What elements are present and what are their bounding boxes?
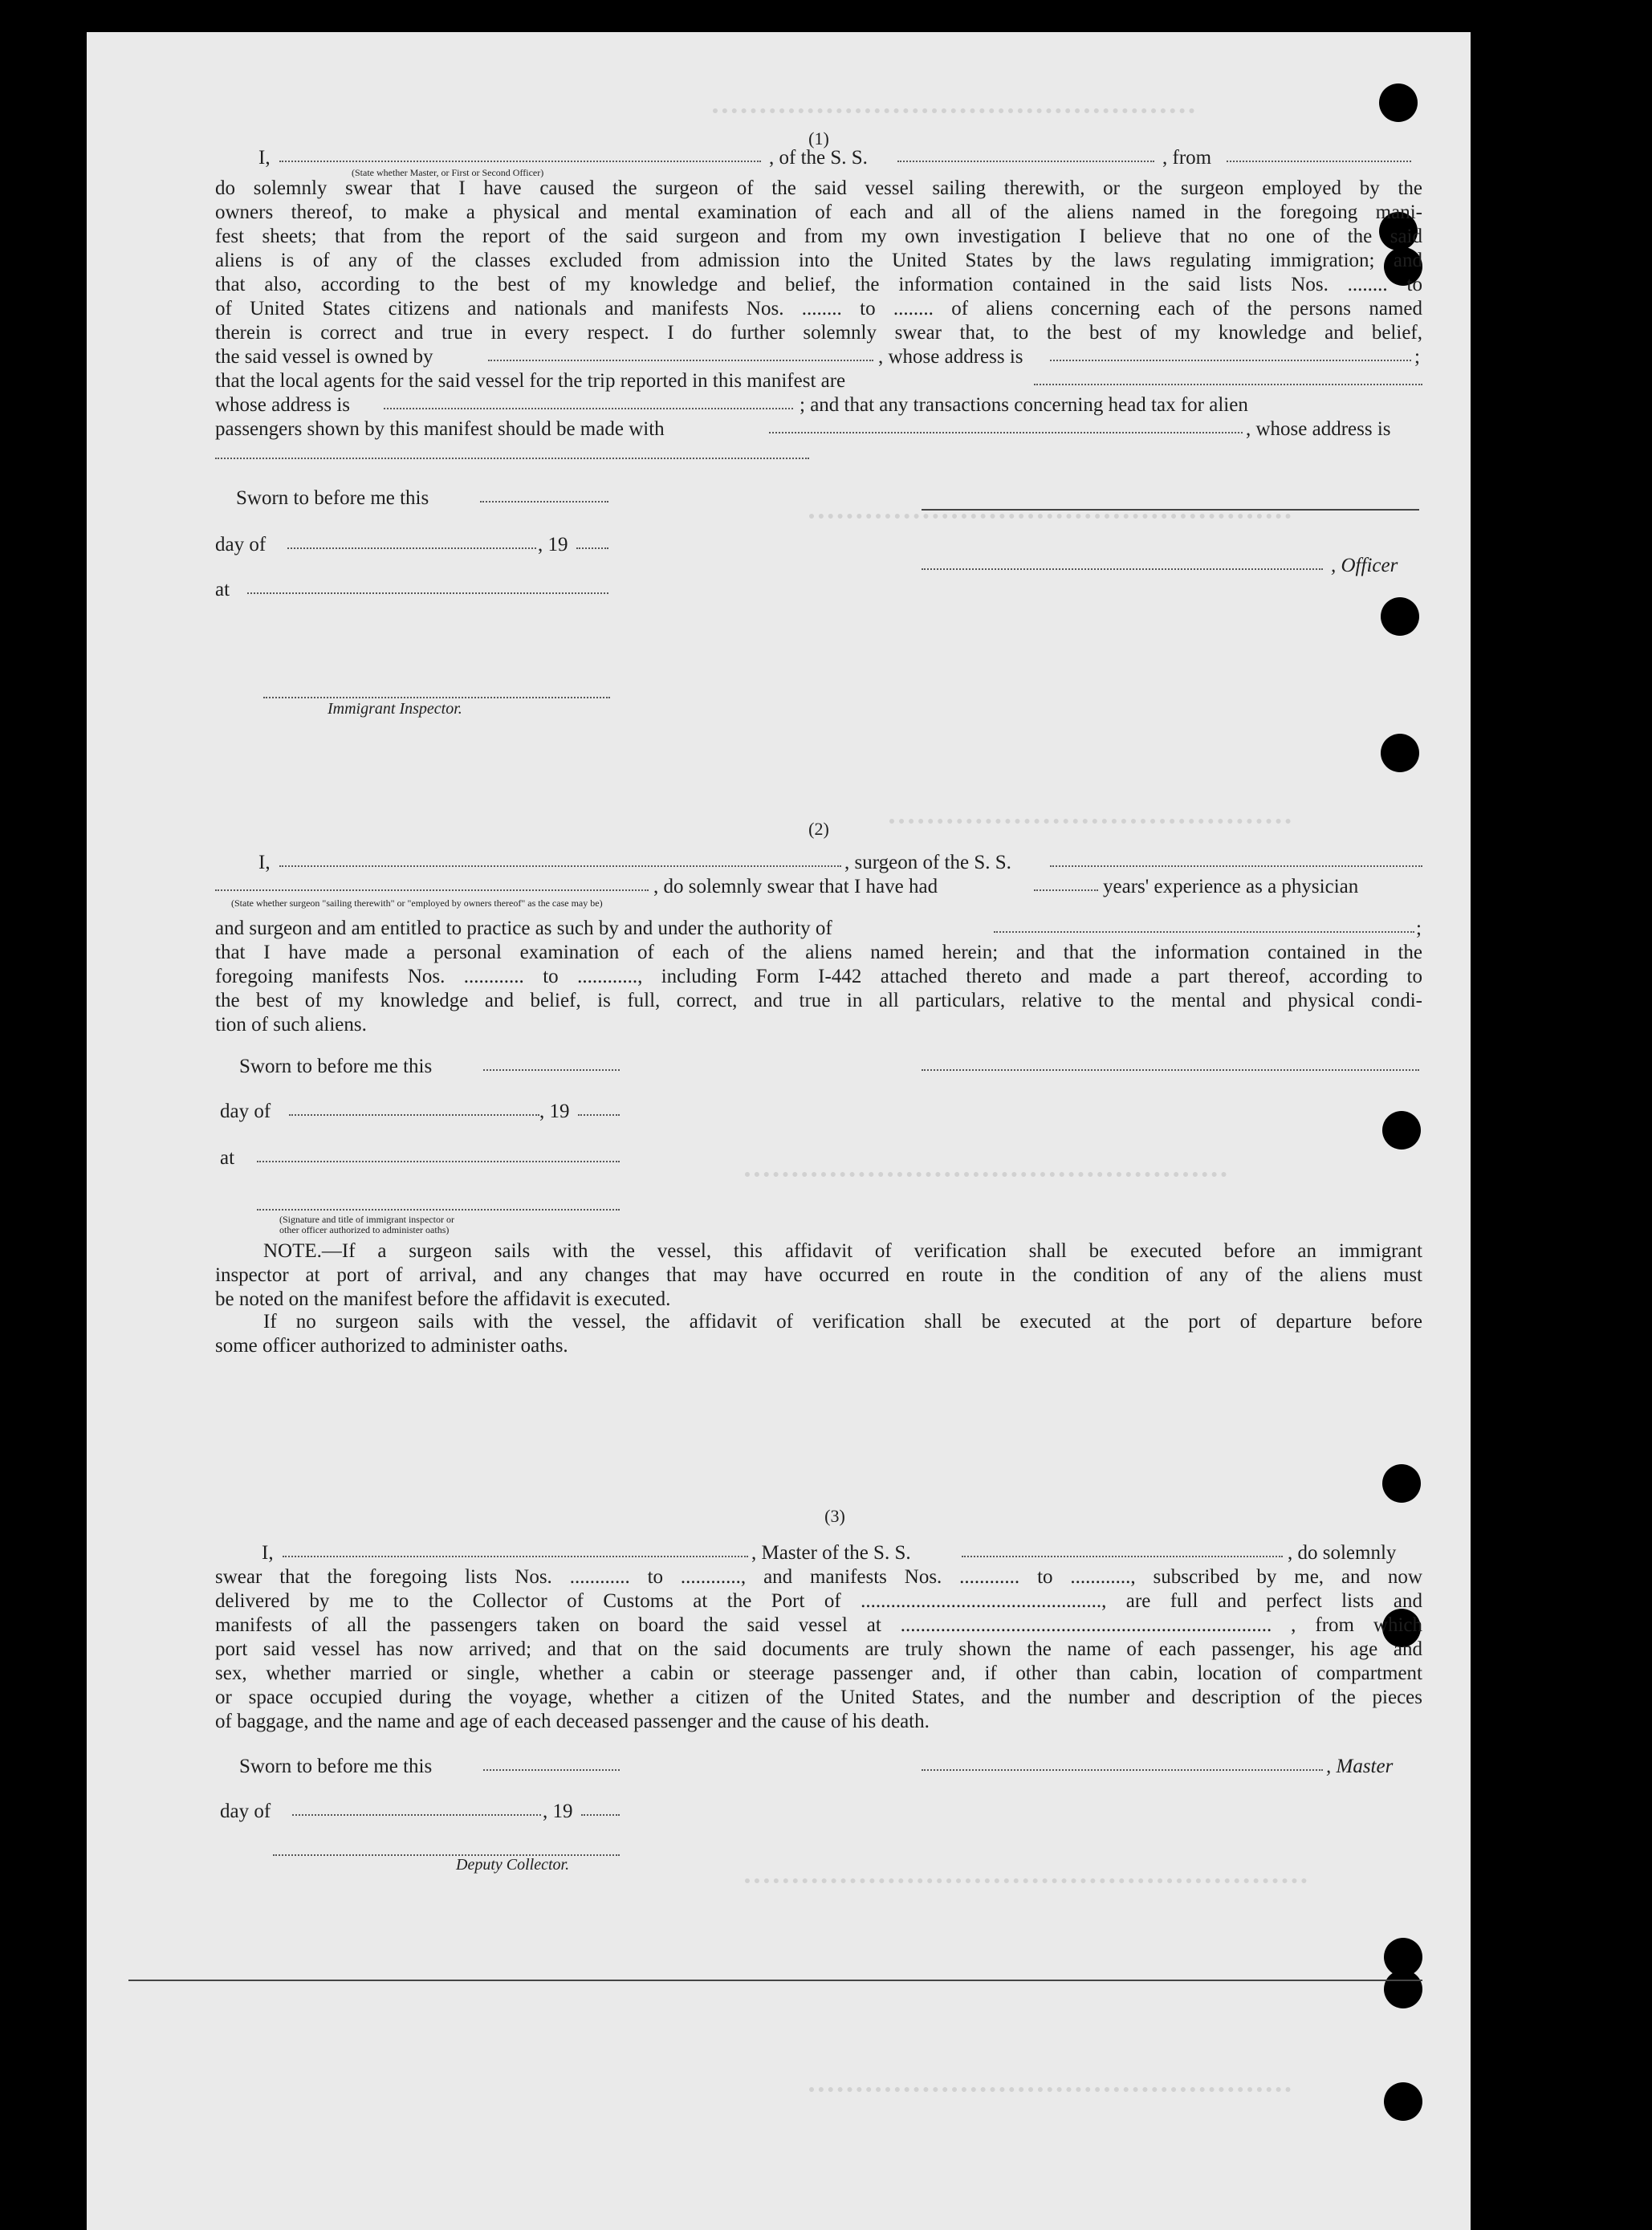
at-field[interactable]	[257, 1146, 620, 1162]
sworn-label: Sworn to before me this	[239, 1056, 433, 1077]
from-label: , from	[1162, 147, 1212, 169]
surgeon-signature-field[interactable]	[922, 1055, 1419, 1071]
owner-address-field[interactable]	[1050, 345, 1411, 361]
body-line: that I have made a personal examination of each of the aliens named herein; and that the information contained in the	[215, 942, 1422, 963]
at-label: at	[215, 579, 230, 600]
officer-field[interactable]	[279, 146, 761, 162]
master-label: , Master	[1326, 1756, 1394, 1777]
agents-field[interactable]	[1034, 369, 1422, 385]
body-line: delivered by me to the Collector of Customs at the Port of ................................................, are full and perfect lists and	[215, 1590, 1422, 1612]
agents-line	[215, 369, 1422, 393]
day-of-label: day of	[215, 534, 267, 555]
surgeon-ship-field[interactable]	[1050, 851, 1422, 867]
body-line: of United States citizens and nationals and manifests Nos. ........ to ........ of aliens concerning each of the persons named	[215, 298, 1422, 319]
body-line: fest sheets; that from the report of the said surgeon and from my own investigation I believe that no one of the said	[215, 226, 1422, 247]
of-ss-label: , of the S. S.	[769, 147, 868, 169]
ship-name-field[interactable]	[897, 146, 1154, 162]
year-label: , 19	[538, 534, 568, 555]
year-field[interactable]	[581, 1800, 620, 1816]
day-of-label: day of	[220, 1101, 271, 1122]
body-line: the best of my knowledge and belief, is full, correct, and true in all particulars, relative to the mental and physical condi-	[215, 990, 1422, 1011]
authority-line: and surgeon and am entitled to practice as such by and under the authority of ;	[215, 918, 1422, 939]
i-label: I,	[258, 852, 271, 873]
head-tax-line	[215, 393, 1422, 417]
section-1	[215, 128, 1422, 610]
body-line: sex, whether married or single, whether a cabin or steerage passenger and, if other than cabin, location of compartment	[215, 1662, 1422, 1684]
owner-field[interactable]	[488, 345, 873, 361]
punch-hole	[1381, 734, 1419, 772]
address-continuation-field[interactable]	[215, 458, 809, 459]
body-line: or space occupied during the voyage, whether a citizen of the United States, and the number and description of the pieces	[215, 1687, 1422, 1708]
officer-title-field[interactable]	[922, 554, 1323, 570]
officer-signature-field[interactable]	[922, 509, 1419, 511]
officer-label: , Officer	[1331, 555, 1398, 576]
note-line: be noted on the manifest before the affidavit is executed.	[215, 1288, 671, 1310]
section-number: (3)	[824, 1506, 845, 1526]
sworn-date-field[interactable]	[480, 486, 608, 503]
inspector-label: Immigrant Inspector.	[328, 700, 462, 718]
note-line: NOTE.—If a surgeon sails with the vessel, this affidavit of verification shall be executed before an immigrant	[263, 1240, 1422, 1262]
sworn-date-field[interactable]	[483, 1755, 620, 1771]
master-ship-field[interactable]	[962, 1541, 1283, 1557]
punch-hole	[1382, 1464, 1421, 1503]
collector-label: Deputy Collector.	[456, 1856, 570, 1874]
section-3	[215, 1506, 1422, 1955]
agents-address-field[interactable]	[384, 393, 793, 409]
officer-caption: (State whether Master, or First or Second Officer)	[352, 167, 544, 178]
surgeon-name-field[interactable]	[279, 851, 841, 867]
body-line: port said vessel has now arrived; and that on the said documents are truly shown the name of each passenger, his age and	[215, 1638, 1422, 1660]
body-line: manifests of all the passengers taken on board the said vessel at .......................................................................... , from which	[215, 1614, 1422, 1636]
day-of-field[interactable]	[292, 1800, 541, 1816]
year-field[interactable]	[578, 1100, 620, 1116]
agents-label: that the local agents for the said vessel for the trip reported in this manifest are	[215, 370, 846, 392]
years-label: years' experience as a physician	[1103, 876, 1359, 897]
body-line: therein is correct and true in every respect. I do further solemnly swear that, to the best of my knowledge and belief,	[215, 322, 1422, 344]
body-line: of baggage, and the name and age of each deceased passenger and the cause of his death.	[215, 1711, 930, 1732]
from-port-field[interactable]	[1227, 146, 1411, 162]
sworn-date-field[interactable]	[483, 1055, 620, 1071]
whose-address-label: , whose address is	[878, 346, 1023, 368]
document-page	[87, 32, 1471, 2230]
section-number: (1)	[808, 128, 829, 149]
swear-label: , do solemnly swear that I have had	[653, 876, 938, 897]
surgeon-caption: (State whether surgeon "sailing therewith" or "employed by owners thereof" as the case may be)	[231, 897, 603, 909]
at-field[interactable]	[247, 578, 608, 594]
whose-address-is-label: whose address is	[215, 394, 351, 416]
head-tax-label: ; and that any transactions concerning head tax for alien	[800, 394, 1248, 416]
body-line: foregoing manifests Nos. ............ to ............, including Form I-442 attached thereto and made a part thereof, according to	[215, 966, 1422, 987]
body-line: tion of such aliens.	[215, 1014, 367, 1036]
inspector-signature-field[interactable]	[263, 697, 610, 698]
punch-hole	[1384, 1970, 1422, 2008]
body-line: do solemnly swear that I have caused the surgeon of the said vessel sailing therewith, or the surgeon employed by the	[215, 177, 1422, 199]
passengers-line	[215, 417, 1422, 442]
passengers-label: passengers shown by this manifest should be made with	[215, 418, 665, 440]
owned-by-label: the said vessel is owned by	[215, 346, 433, 368]
at-label: at	[220, 1147, 235, 1169]
authority-field[interactable]	[994, 917, 1414, 933]
body-line: owners thereof, to make a physical and mental examination of each and all of the aliens named in the foregoing mani-	[215, 201, 1422, 223]
note-line: If no surgeon sails with the vessel, the affidavit of verification shall be executed at the port of departure before	[263, 1311, 1422, 1333]
section-2	[215, 819, 1422, 1357]
i-label: I,	[262, 1542, 274, 1564]
sworn-label: Sworn to before me this	[239, 1756, 433, 1777]
surgeon-of-label: , surgeon of the S. S.	[844, 852, 1011, 873]
sworn-label: Sworn to before me this	[236, 487, 429, 509]
year-label: , 19	[539, 1101, 570, 1122]
section-number: (2)	[808, 819, 829, 839]
owner-line: the said vessel is owned by , whose address is ;	[215, 346, 1420, 368]
punch-hole	[1379, 83, 1418, 122]
signature-caption: (Signature and title of immigrant inspector or	[279, 1214, 454, 1225]
body-line: that also, according to the best of my knowledge and belief, the information contained in the said lists Nos. ........ to	[215, 274, 1422, 295]
master-signature-field[interactable]	[922, 1755, 1323, 1771]
surgeon-status-field[interactable]	[215, 875, 649, 891]
body-line: swear that the foregoing lists Nos. ............ to ............, and manifests Nos. ............ to ............, subscribed by me, and now	[215, 1566, 1422, 1588]
swear-label: , do solemnly	[1288, 1542, 1397, 1564]
note-line: inspector at port of arrival, and any changes that may have occurred en route in the condition of any of the aliens must	[215, 1264, 1422, 1286]
day-of-field[interactable]	[287, 533, 536, 549]
years-field[interactable]	[1034, 875, 1098, 891]
inspector-signature-field[interactable]	[257, 1209, 620, 1211]
whose-address-end-label: , whose address is	[1246, 418, 1391, 440]
punch-hole	[1384, 2082, 1422, 2121]
day-of-label: day of	[220, 1801, 271, 1822]
day-of-field[interactable]	[289, 1100, 539, 1116]
bottom-rule	[128, 1980, 1422, 1981]
note-line: some officer authorized to administer oaths.	[215, 1335, 568, 1357]
i-label: I,	[258, 147, 271, 169]
master-name-field[interactable]	[283, 1541, 748, 1557]
year-label: , 19	[543, 1801, 573, 1822]
body-line: aliens is of any of the classes excluded from admission into the United States by the laws regulating immigration; and	[215, 250, 1422, 271]
master-of-label: , Master of the S. S.	[751, 1542, 911, 1564]
authority-label: and surgeon and am entitled to practice as such by and under the authority of	[215, 918, 832, 939]
at-line	[215, 578, 1422, 602]
year-field[interactable]	[576, 533, 608, 549]
signature-caption: other officer authorized to administer oaths)	[279, 1224, 450, 1235]
head-tax-party-field[interactable]	[769, 417, 1243, 433]
